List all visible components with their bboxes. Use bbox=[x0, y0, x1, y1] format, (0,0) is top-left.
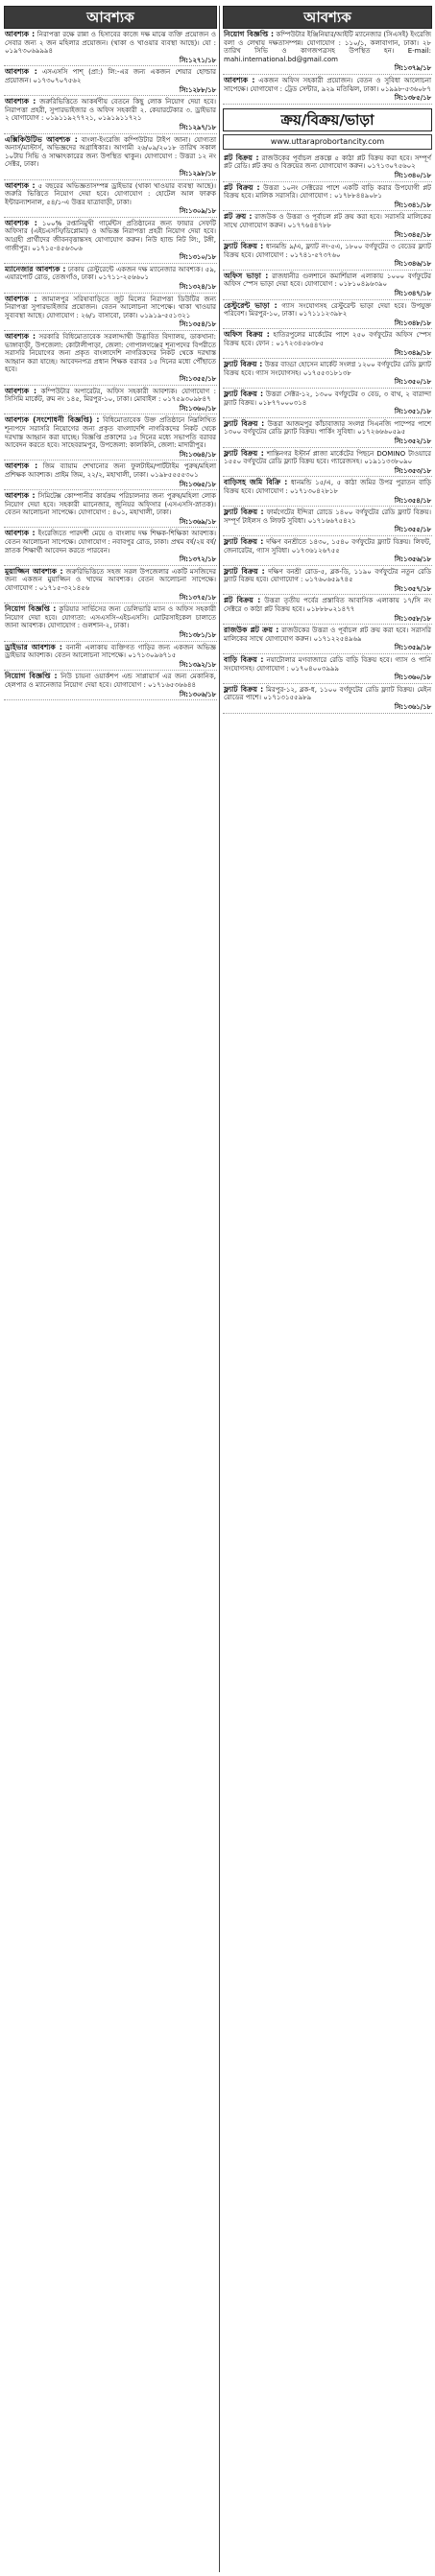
ad-reference: সি:১৩৬০/১৮ bbox=[394, 674, 431, 682]
ad-reference: সি:১৩৫৫/১৮ bbox=[179, 374, 216, 383]
ad-text: সরকারি বিধিমোতাবেক সরলাদ্দাম্মী উদ্ভাবিত বিদ্যালয়, ডাকখানা: ভাঙ্গাবাড়ী, উপজেলা: কোটালীপাড়া, জেলা: গোপালগঞ্জের শূন্যপদের বিপরীতে সরাসরি নিয়োগের জন্য প্রকৃত বাংলাদেশি নাগরিকদের নিকট থেকে দরখাস্ত আহ্বান করা যাচ্ছে। আবেদনপত্র প্রধান শিক্ষক বরাবর ১৫ দিনের মধ্যে পৌঁছাতে হবে। bbox=[5, 333, 216, 374]
ad-reference: সি:১৩৭৯/১৮ bbox=[394, 64, 431, 73]
ad-title: প্লট বিক্রয় : bbox=[224, 182, 260, 192]
ad-text: বাংলা-ইংরেজি কম্পিউটার টাইপ জানা। যোগ্যতা অনার্স/মাস্টার্স, অভিজ্ঞদের অগ্রাধিকার। আগামী ২৬/০৯/২০১৮ তারিখ সকাল ১০টায় সিভি ও সাক্ষাৎকারের জন্য উপস্থিত থাকুন। যোগাযোগ : উত্তরা ১২ নং সেক্টর, ঢাকা। bbox=[5, 135, 216, 169]
ad-title: অফিস ভাড়া : bbox=[224, 271, 269, 280]
ad-reference: সি:১৩৪৬/১৮ bbox=[394, 260, 431, 269]
ad-reference: সি:১৩৫০/১৮ bbox=[394, 378, 431, 387]
column-divider bbox=[219, 6, 220, 2572]
left-ads-list bbox=[4, 29, 217, 700]
classified-ad bbox=[223, 182, 432, 212]
ad-title: আবশ্যক : bbox=[5, 30, 36, 38]
ad-title: প্লট ক্রয় : bbox=[224, 212, 253, 222]
classified-ad bbox=[4, 490, 217, 528]
ad-text: দক্ষিণ বনশ্রী রোড-৫, ব্লক-ডি, ১১৯০ বর্গফুটের নতুন রেডি ফ্ল্যাট বিক্রয় হবে। যোগাযোগ : ০১৭৬০৬৫৯৭৪৫ bbox=[224, 567, 431, 584]
ad-text: একজন অফিস সহকারী প্রয়োজন। বেতন ও সুবিধা আলোচনা সাপেক্ষে। যোগাযোগ : ট্রেড সেন্টার, ৯২৯ মতিঝিল, ঢাকা। ০১৯৯৮-৫৩৬০৮৭ bbox=[224, 76, 431, 93]
classified-ad bbox=[223, 536, 432, 566]
ad-text: ধানমন্ডি ১৫/এ, ৫ কাঠা জমির উপর পুরাতন বাড়ি বিক্রয় হবে। যোগাযোগ : ০১৭১৩০৪২৮১৮ bbox=[224, 479, 431, 495]
ad-title: আবশ্যক (সংশোধনী বিজ্ঞপ্তি) : bbox=[5, 415, 100, 425]
classified-ad bbox=[4, 134, 217, 180]
ad-reference: সি:১৩৭২/১৮ bbox=[179, 555, 216, 564]
ad-title: নিয়োগ বিজ্ঞপ্তি : bbox=[5, 672, 58, 681]
ad-text: গ্যাস সংযোগসহ রেস্টুরেন্ট ভাড়া দেয়া হবে। উপযুক্ত পরিবেশ। মিরপুর-১০, ঢাকা। ০১৭১১১২৩৯৮২ bbox=[224, 301, 431, 319]
ad-text: উত্তরা আজমপুর কাঁচাবাজার সংলগ্ন সিএনজি পাম্পের পাশে ১৩০০ বর্গফুটের রেডি ফ্ল্যাট বিক্রয়। পার্কিং সুবিধা। ০১৭২৬৬৬০৫৯৫ bbox=[224, 419, 431, 437]
ad-reference: সি:১৩০৯/১৮ bbox=[179, 207, 216, 216]
ad-title: আবশ্যক : bbox=[5, 294, 37, 303]
ad-reference: সি:১৩৫৮/১৮ bbox=[394, 614, 431, 623]
ad-text: কম্পিউটার অপারেটর, অফিস সহকারী আবশ্যক। যোগাযোগ : সিসিমি মার্কেট, রুম নং ১৪৫, মিরপুর-১০, ঢাকা। মোবাইল : ০১৭৫৯৩০৯৮৪৭ bbox=[5, 387, 216, 404]
classified-ad bbox=[4, 294, 217, 331]
classified-ad bbox=[223, 448, 432, 478]
classified-ad bbox=[4, 603, 217, 641]
ad-text: ১০০% রপ্তানিমুখী গার্মেন্টস প্রতিষ্ঠানের জন্য ফায়ার সেফটি অফিসার (এইচএসসি/ডিপ্লোমা) ও অভিজ্ঞ নিরাপত্তা প্রহরী নিয়োগ দেয়া হবে। আগ্রহী প্রার্থীদের জীবনবৃত্তান্তসহ যোগাযোগ করুন। নিউ হ্যান্ড নিট লি:, টঙ্গী, গাজীপুর। ০১৭১৫-৪৫৬৩০৬ bbox=[5, 219, 216, 252]
ad-title: রেস্টুরেন্ট ভাড়া : bbox=[224, 300, 278, 310]
ad-reference: সি:১৩৮৫/১৮ bbox=[394, 94, 431, 103]
classified-ad bbox=[4, 642, 217, 672]
ad-reference: সি:১৩৫৬/১৮ bbox=[394, 555, 431, 564]
left-column bbox=[4, 6, 217, 700]
ad-text: ফার্মগেটের ইন্দিরা রোডে ১৪০০ বর্গফুটের রেডি ফ্ল্যাট বিক্রয়। সম্পূর্ণ টাইলস ও লিফট সুবিধা। ০১৭১৬৬৭৫৪২১ bbox=[224, 508, 432, 525]
ad-title: আবশ্যক : bbox=[5, 180, 36, 190]
ad-title: বাড়িসহ জমি বিক্রি : bbox=[224, 478, 288, 487]
classified-ad bbox=[223, 211, 432, 241]
ad-text: বনানী এলাকায় ব্যক্তিগত গাড়ির জন্য একজন অভিজ্ঞ ড্রাইভার আবশ্যক। বেতন আলোচনা সাপেক্ষে। ০১৭১৩০৯৬৭১৫ bbox=[5, 643, 216, 660]
ad-title: এক্সিকিউটিভ আবশ্যক : bbox=[5, 134, 78, 144]
classified-ad bbox=[4, 29, 217, 66]
classified-ad bbox=[4, 66, 217, 96]
ad-title: ফ্ল্যাট বিক্রয় : bbox=[224, 684, 264, 694]
ad-title: ফ্ল্যাট বিক্রয় : bbox=[224, 566, 265, 576]
classified-ad bbox=[223, 418, 432, 448]
ad-title: ফ্ল্যাট বিক্রয় : bbox=[224, 242, 264, 251]
ad-title: নিয়োগ বিজ্ঞপ্তি : bbox=[5, 604, 57, 614]
section-header-buy-sell-rent: ক্রয়/বিক্রয়/ভাড়া bbox=[223, 108, 432, 131]
classified-ad bbox=[4, 218, 217, 264]
ad-reference: সি:১২৯৭/১৮ bbox=[179, 123, 216, 131]
ad-text: কুরিয়ার সার্ভিসের জন্য ডেলিভারি ম্যান ও অফিস সহকারী নিয়োগ দেয়া হবে। যোগ্যতা: এসএসসি-এইচএসসি। মোটরসাইকেল চালাতে জানা আবশ্যক। যোগাযোগ : গুলশান-২, ঢাকা। bbox=[5, 605, 216, 630]
classified-ad bbox=[223, 329, 432, 359]
ad-reference: সি:১৩০৬/১৮ bbox=[179, 690, 216, 698]
ad-reference: সি:১৩৭৫/১৮ bbox=[179, 593, 216, 602]
ad-text: নিরাপত্তা রক্ষে রান্না ও হিসাবের কাজে দক্ষ মাঝে ব্যক্তি প্রয়োজন ও সেবার জন্য ২ জন মহিলার প্রয়োজন। (থাকা ও খাওয়ার ব্যবস্থা আছে)। যো : ০১৯৭৩০৬৯৯৯৪ bbox=[5, 31, 216, 56]
ad-reference: সি:১৩৫৯/১৮ bbox=[394, 644, 431, 652]
ad-title: আবশ্যক : bbox=[5, 461, 38, 471]
ad-reference: সি:১৩৬৯/১৮ bbox=[179, 517, 216, 526]
classified-ad bbox=[4, 566, 217, 603]
section-header-wanted: আবশ্যক bbox=[4, 6, 217, 29]
ad-reference: সি:১৩৫২/১৮ bbox=[394, 437, 431, 445]
ad-title: আবশ্যক : bbox=[5, 67, 37, 77]
ad-text: ধানমন্ডি ৯/এ, ফ্ল্যাট নং-৫এ, ১৮০০ বর্গফুটের ৩ বেডের ফ্ল্যাট বিক্রয় হবে। যোগাযোগ : ০১৭৪১-৫৭৩৭৬০ bbox=[224, 243, 431, 259]
ad-text: ইংরেজিতে পারদর্শী মেয়ে ও বাংলায় দক্ষ শিক্ষক-শিক্ষিকা আবশ্যক। বেতন আলোচনা সাপেক্ষে। যোগাযোগ : নবাবপুর রোড, ঢাকা। প্রথম বর্ষ/২য় বর্ষ/স্নাতক শিক্ষার্থী আবেদন করতে পারবেন। bbox=[5, 530, 216, 555]
ad-title: ফ্ল্যাট বিক্রয় : bbox=[224, 390, 264, 398]
ad-reference: সি:১২৭১/১৮ bbox=[179, 56, 216, 64]
ad-reference: সি:১৩৪৭/১৮ bbox=[394, 290, 431, 298]
ad-reference: সি:১৩৫৩/১৮ bbox=[394, 466, 431, 475]
ad-text: উত্তরা ১০নং সেক্টরের পাশে একটি বাড়ি করার উপযোগী প্লট বিক্রয় হবে। মালিক সরাসরি। যোগাযোগ : ০১৭৮৮৪৪৯০৮১ bbox=[224, 183, 431, 201]
classified-ad bbox=[223, 595, 432, 625]
ad-title: আবশ্যক : bbox=[224, 75, 255, 84]
ad-reference: সি:১৩৪৫/১৮ bbox=[394, 230, 431, 239]
classified-ad bbox=[223, 477, 432, 507]
classified-ad bbox=[4, 386, 217, 415]
classified-ad bbox=[4, 461, 217, 490]
ad-title: আবশ্যক : bbox=[5, 529, 36, 538]
ad-text: বিধিমোতাবেক উক্ত প্রতিষ্ঠানে নিম্নলিখিত শূন্যপদে সরাসরি নিয়োগের জন্য প্রকৃত বাংলাদেশি নাগরিকদের নিকট থেকে দরখাস্ত আহ্বান করা যাচ্ছে। বিজ্ঞপ্তি প্রকাশের ১৫ দিনের মধ্যে সভাপতি বরাবর আবেদন করতে হবে। সাহেবরামপুর, উপজেলা: কালকিনি, জেলা: মাদারীপুর। bbox=[5, 416, 216, 450]
ad-title: ড্রাইভার আবশ্যক : bbox=[5, 642, 62, 651]
ad-text: উত্তরা তৃতীয় পর্বের প্রস্তাবিত আবাসিক এলাকায় ১৭/সি নং সেক্টরে ৩ কাঠা প্লট বিক্রয় হবে। ০১৮৮৮০২১৪৭৭ bbox=[224, 597, 431, 614]
classified-ad bbox=[223, 153, 432, 182]
ad-text: নয়াটোলার মগবাজারে রেডি বাড়ি বিক্রয় হবে। গ্যাস ও পানি সংযোগসহ। যোগাযোগ : ০১৭০৪০০৩৯৯৯ bbox=[224, 656, 431, 673]
ad-text: ঢাকায় রেস্টুরেন্টে একজন দক্ষ ম্যানেজার আবশ্যক। ৫৯, এয়ারপোর্ট রোড, তেজগাঁও, ঢাকা। ০১৭১১-২৫৬৬০১ bbox=[5, 265, 216, 282]
ad-reference: সি:১৩৬১/১৮ bbox=[394, 703, 431, 711]
ad-reference: সি:১৩৬৪/১৮ bbox=[179, 450, 216, 459]
classified-ad bbox=[4, 414, 217, 461]
classified-ad bbox=[223, 359, 432, 389]
classified-ad bbox=[223, 684, 432, 714]
classified-ad bbox=[223, 507, 432, 536]
classified-ad bbox=[223, 566, 432, 596]
ad-reference: সি:১৩৬০/১৮ bbox=[179, 404, 216, 413]
ad-title: বাড়ি বিক্রয় : bbox=[224, 655, 264, 665]
ad-title: ফ্ল্যাট বিক্রয় : bbox=[224, 536, 264, 546]
ad-title: নিয়োগ বিজ্ঞপ্তি : bbox=[224, 30, 275, 38]
ad-text: উত্তর বাড্ডা হোসেন মার্কেট সংলগ্ন ১২০০ বর্গফুটের রেডি ফ্ল্যাট বিক্রয় হবে। গ্যাস সংযোগসহ। ০১৭৫৫৩১৮১৩৮ bbox=[224, 361, 431, 377]
right-column bbox=[223, 6, 432, 714]
ad-text: জরুরিভিত্তিতে সহজ সরল উপজেলার একটি মসজিদের জন্য একজন মুয়াজ্জিন ও খাদেম আবশ্যক। বেতন আলোচনা সাপেক্ষে। যোগাযোগ : ০১৭১৫-৩২১৪৫৬ bbox=[5, 567, 217, 593]
ad-text: উত্তরা সেক্টর-১২, ১৩০০ বর্গফুটের ৩ বেড, ৩ বাথ, ২ বারান্দা ফ্ল্যাট বিক্রয়। ০১৮৭৭০০০৩১৪ bbox=[224, 390, 432, 407]
ad-reference: সি:১৩৬৫/১৮ bbox=[179, 480, 216, 488]
classified-ad bbox=[4, 331, 217, 386]
classified-ad bbox=[223, 625, 432, 654]
ad-reference: সি:১৩৪৯/১৮ bbox=[394, 348, 431, 357]
ad-title: আবশ্যক : bbox=[5, 97, 36, 106]
ad-title: ফ্ল্যাট বিক্রয় : bbox=[224, 448, 264, 458]
classified-ad bbox=[223, 654, 432, 684]
classified-ad bbox=[223, 241, 432, 271]
ad-text: হাতিরপুলের মার্কেটের পাশে ২৫০ বর্গফুটের অফিস স্পেস বিক্রয় হবে। ফোন : ০১৭২৩৪৫৬৩৮৫ bbox=[224, 331, 431, 348]
ad-text: এসএসসি পাশ্‌ (প্রা:) লি:-এর জন্য একজন শেয়ার হোল্ডার প্রয়োজন। ০১৭৩০৭০৭৫৬২ bbox=[5, 68, 216, 84]
ad-reference: সি:১৩৪১/১৮ bbox=[394, 201, 431, 209]
ad-text: রাজধানীর গুলশানে কমার্শিয়াল এলাকায় ১০০০ বর্গফুটের অফিস স্পেস ভাড়া দেয়া হবে। যোগাযোগ : ০১৮১০৪৯৬৩৯০ bbox=[224, 272, 431, 289]
ad-reference: সি:১৩২৪/১৮ bbox=[179, 283, 216, 292]
ad-text: সিমিটেক্স কোম্পানীর কার্যক্রম পরিচালনার জন্য পুরুষ/মহিলা লোক নিয়োগ দেয়া হবে। সহকারী ম্যানেজার, জুনিয়র অফিসার (এসএসসি-স্নাতক)। বেতন আলোচনা সাপেক্ষে। যোগাযোগ : ৪০১, মহাখালী, ঢাকা। bbox=[5, 492, 216, 517]
classified-ad bbox=[223, 300, 432, 330]
ad-title: ফ্ল্যাট বিক্রয় : bbox=[224, 418, 265, 428]
ad-title: আবশ্যক : bbox=[5, 332, 36, 341]
classified-ad bbox=[4, 180, 217, 218]
right-ads-bottom-list bbox=[223, 153, 432, 714]
classified-ad bbox=[4, 671, 217, 700]
classified-ad bbox=[4, 528, 217, 565]
ad-reference: সি:১৩৪৮/১৮ bbox=[394, 319, 431, 327]
ad-title: রাজউক প্লট ক্রয় : bbox=[224, 626, 279, 635]
right-ads-top-list bbox=[223, 29, 432, 105]
ad-reference: সি:১২৯৮/১৮ bbox=[179, 169, 216, 177]
ad-reference: সি:১৩৫৪/১৮ bbox=[394, 496, 431, 505]
ad-reference: সি:১৩৫৪/১৮ bbox=[179, 320, 216, 329]
ad-title: মুয়াজ্জিন আবশ্যক : bbox=[5, 566, 63, 576]
classified-ad bbox=[4, 264, 217, 294]
ad-text: দক্ষিণ বনশ্রীতে ১৪৩০, ১৫৪০ বর্গফুটের ফ্ল্যাট বিক্রয়। লিফট, জেনারেটর, গ্যাস সুবিধা। ০১৭৩৬১২৬৭৫৫ bbox=[224, 537, 431, 555]
ad-reference: সি:১৩৮১/১৮ bbox=[179, 631, 216, 639]
ad-text: মিরপুর-১২, ব্লক-ধ, ১১০০ বর্গফুটের রেডি ফ্ল্যাট বিক্রয়। মেইন রোডের পাশে। ০১৭১৩১৫৫৯৮৯ bbox=[224, 685, 432, 702]
ad-text: রাজউকের উত্তরা ও পূর্বাচল প্লট ক্রয় করা হবে। সরাসরি মালিকের সাথে যোগাযোগ করুন। ০১৭১২২৫৪৯৬৯ bbox=[224, 626, 432, 643]
ad-reference: সি:১২৮৮/১৮ bbox=[179, 85, 216, 94]
ad-text: জিম ব্যায়াম শেখানোর জন্য ফুলটাইম/পার্টটাইম পুরুষ/মহিলা প্রশিক্ষক আবশ্যক। প্রাইম জিম, ২২/২, মহাখালী, ঢাকা। ০১৯৮৫৫৫৫৩০১ bbox=[5, 462, 216, 479]
ad-reference: সি:১৩৫৭/১৮ bbox=[394, 584, 431, 593]
classified-ad bbox=[223, 271, 432, 300]
classified-ad bbox=[223, 75, 432, 105]
ad-title: প্লট বিক্রয় : bbox=[224, 596, 261, 605]
ad-title: ফ্ল্যাট বিক্রয় : bbox=[224, 360, 263, 369]
ad-title: আবশ্যক : bbox=[5, 386, 37, 395]
ad-text: কম্পিউটার ইঞ্জিনিয়ার/আইটি ম্যানেজার (সিএসই) ইংরেজি বলা ও লেখায় দক্ষতাসম্পন্ন। যোগাযোগ : ১১০/১, কলাবাগান, ঢাকা। ২৮ তারিখ সিভি ও কাগজপত্রসহ উপস্থিত হন। E-mail: mahi.international.bd@gmail.com bbox=[224, 31, 431, 63]
classified-ad bbox=[4, 96, 217, 133]
ad-reference: সি:১৩৪০/১৮ bbox=[394, 171, 431, 179]
section-header-wanted-right: আবশ্যক bbox=[223, 6, 432, 29]
ad-text: রাজউক ও উত্তরা ও পূর্বাচল প্লট ক্রয় করা হবে। সরাসরি মালিকের সাথে যোগাযোগ করুন। ০১৭৭৬৪৪৭৮৮ bbox=[224, 213, 431, 229]
ad-text: শান্তিনগর ইস্টার্ন প্লাজা মার্কেটের পিছনে DOMINO টাওয়ারে ১৫৫০ বর্গফুটের রেডি ফ্ল্যাট বিক্রয় হবে। গ্যারেজসহ। ০১৯১১৩৩৮০৯০ bbox=[224, 449, 431, 466]
ad-title: ফ্ল্যাট বিক্রয় : bbox=[224, 508, 264, 517]
classified-ad bbox=[223, 29, 432, 75]
ad-text: ৫ বছরের অভিজ্ঞতাসম্পন্ন ড্রাইভার (থাকা খাওয়ার ব্যবস্থা আছে)। জরুরি ভিত্তিতে নিয়োগ দেয়া হবে। যোগাযোগ : হোটেল আল ফারুক ইন্টারন্যাশনাল, ৫৪/১-এ উত্তর যাত্রাবাড়ী, ঢাকা। bbox=[5, 181, 216, 206]
ad-text: জরুরিভিত্তিতে আকর্ষণীয় বেতনে কিছু লোক নিয়োগ দেয়া হবে। নিরাপত্তা প্রহরী, সুপারভাইজার ও অফিস সহকারী ২. কেয়ারটেকার ৩. ড্রাইভার ২ যোগাযোগ : ০১৯১১৯২৭৭২১, ০১৯১৯১১৭২১ bbox=[5, 98, 216, 123]
ad-title: আবশ্যক : bbox=[5, 218, 37, 227]
ad-reference: সি:১৩৯২/১৮ bbox=[179, 660, 216, 669]
ad-reference: সি:১৩১০/১৮ bbox=[179, 253, 216, 262]
ad-reference: সি:১৩৫১/১৮ bbox=[394, 408, 431, 416]
ad-title: আবশ্যক : bbox=[5, 491, 36, 501]
ad-text: নিউ চায়না ওয়ার্কশপ এন্ড সাপ্লায়ার্স এর জন্য মেকানিক, হেলপার ও ম্যানেজার নিয়োগ দেয়া হবে। যোগাযোগ : ০১৭১৬৫৩৬৬৪৪ bbox=[5, 673, 216, 689]
ad-reference: সি:১৩৫৫/১৮ bbox=[394, 526, 431, 534]
ad-text: জামালপুর সরিষাবাড়িতে জুট মিলের নিরাপত্তা ডিউটির জন্য নিরাপত্তা সুপারভাইজার প্রয়োজন। বেতন আলোচনা সাপেক্ষে। থাকা খাওয়ার সুব্যবস্থা আছে। যোগাযোগ : ২৬/১ বাসাবো, ঢাকা। ০১৯১৯-৫৫১৩২১ bbox=[5, 295, 216, 319]
ad-title: ম্যানেজার আবশ্যক : bbox=[5, 264, 66, 273]
ad-title: অফিস বিক্রয় : bbox=[224, 330, 270, 340]
ad-text: রাজউকের পূর্বাচল প্রকল্পে ৫ কাঠা প্লট বিক্রয় করা হবে। সম্পূর্ণ প্লট রেডি। প্লট ক্রয় ও বিক্রয়ের জন্য যোগাযোগ করুন। ০১৭১৩০৭৫৬০২ bbox=[224, 154, 431, 171]
classified-ad bbox=[223, 389, 432, 418]
website-link[interactable]: www.uttaraprobortancity.com bbox=[223, 134, 432, 150]
ad-title: প্লট বিক্রয় : bbox=[224, 153, 259, 162]
